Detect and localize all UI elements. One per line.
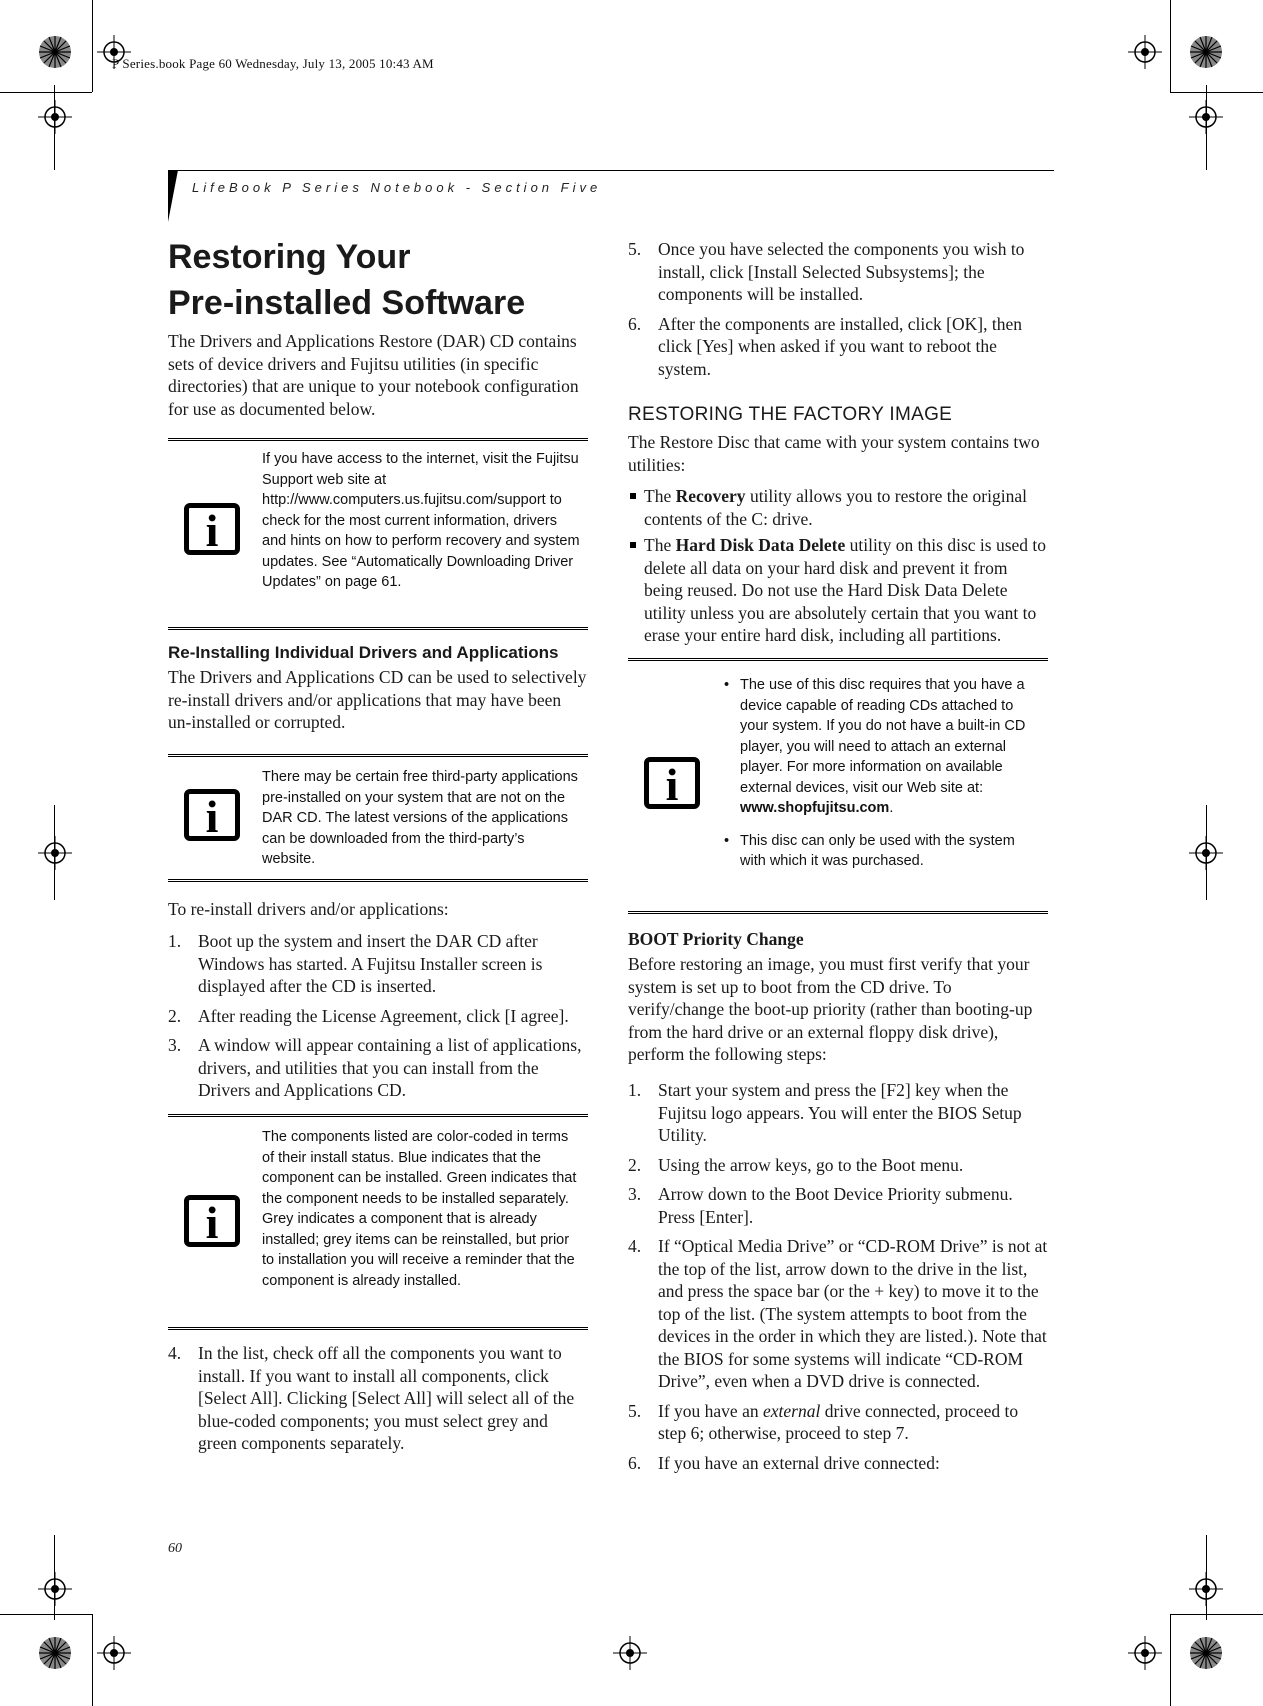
starburst-target-icon (1189, 35, 1223, 69)
list-item: 5. Once you have selected the components you wish to install, click [Install Selected Subsystems]; the components will be installed. (628, 239, 1025, 304)
note-box-internet (168, 438, 588, 630)
note-box-disc (628, 658, 1048, 914)
title-line-1: Restoring Your (168, 238, 411, 276)
list-item: 2. After reading the License Agreement, click [I agree]. (168, 1005, 569, 1026)
registration-mark-icon (1189, 1572, 1223, 1606)
header-tab-marker (168, 170, 178, 222)
starburst-target-icon (38, 35, 72, 69)
reinstall-steps (168, 930, 588, 1109)
note-text: There may be certain free third-party applications pre-installed on your system that are not on the DAR CD. The latest versions of the applications can be downloaded from the third-party’s website. (262, 769, 578, 867)
list-item: 5. If you have an external drive connected, proceed to step 6; otherwise, proceed to step 7. (628, 1400, 1019, 1443)
starburst-target-icon (38, 1636, 72, 1670)
running-head: LifeBook P Series Notebook - Section Five (192, 180, 602, 195)
list-item: 4. In the list, check off all the components you want to install. If you want to install all components, click [Select All]. Clicking [Select All] will select all of the blue-coded components; you must select grey and green components separately. (168, 1343, 575, 1453)
reinstall-heading: Re-Installing Individual Drivers and Applications (168, 643, 559, 662)
note-text: The components listed are color-coded in terms of their install status. Blue indicates that the component can be installed. Green indicates that the component needs to be installed separately. Grey indicates a component that is already installed; grey items can be reinstalled, but prior to installation you will receive a reminder that the component is already installed. (262, 1129, 577, 1289)
info-icon: i (184, 503, 240, 555)
page-number: 60 (168, 1541, 182, 1556)
list-item: 1. Boot up the system and insert the DAR CD after Windows has started. A Fujitsu Installer screen is displayed after the CD is inserted. (168, 931, 543, 996)
info-icon: i (184, 1195, 240, 1247)
registration-mark-icon (38, 836, 72, 870)
info-icon: i (644, 757, 700, 809)
shop-link[interactable]: www.shopfujitsu.com (740, 800, 890, 816)
boot-priority-heading: BOOT Priority Change (628, 929, 804, 949)
to-reinstall-lead: To re-install drivers and/or applications: (168, 899, 449, 919)
factory-image-heading: RESTORING THE FACTORY IMAGE (628, 404, 953, 425)
registration-mark-icon (1128, 35, 1162, 69)
list-item: • This disc can only be used with the system with which it was purchased. (722, 831, 1040, 872)
boot-steps (628, 1079, 1048, 1481)
reinstall-step-4 (168, 1342, 588, 1462)
page-title (168, 234, 588, 326)
list-item: • The use of this disc requires that you have a device capable of reading CDs attached to your system. If you do not have a built-in CD player, you will need to attach an external player. For more information on available external devices, visit our Web site at: www.shopfujitsu.com. (722, 675, 1040, 819)
starburst-target-icon (1189, 1636, 1223, 1670)
boot-priority-paragraph: Before restoring an image, you must first verify that your system is set up to boot from the CD drive. To verify/change the boot-up priority (rather than booting-up from the hard drive or an external floppy disk drive), perform the following steps: (628, 954, 1033, 1064)
registration-mark-icon (613, 1636, 647, 1670)
list-item: 6. After the components are installed, click [OK], then click [Yes] when asked if you want to reboot the system. (628, 313, 1022, 379)
factory-intro: The Restore Disc that came with your system contains two utilities: (628, 432, 1040, 475)
print-slug: P Series.book Page 60 Wednesday, July 13, 2005 10:43 AM (112, 56, 434, 71)
list-item: 4. If “Optical Media Drive” or “CD-ROM Drive” is not at the top of the list, arrow down to the drive in the list, and press the space bar (or the + key) to move it to the top of the list. (The system attempts to boot from the devices in the order in which they are listed.). Note that the BIOS for some systems will indicate “CD-ROM Drive”, even when a DVD drive is connected. (628, 1236, 1048, 1391)
list-item: 3. Arrow down to the Boot Device Priority submenu. Press [Enter]. (628, 1184, 1013, 1227)
note-text: If you have access to the internet, visit the Fujitsu Support web site at http://www.computers.us.fujitsu.com/support to check for the most current information, drivers and hints on how to perform recovery and system updates. See “Automatically Downloading Driver Updates” on page 61. (262, 451, 580, 590)
note-box-third-party (168, 754, 588, 882)
note-box-color-coded (168, 1114, 588, 1330)
list-item: The Recovery utility allows you to restore the original contents of the C: drive. (628, 485, 1048, 530)
note-bullets (722, 675, 1040, 884)
registration-mark-icon (38, 100, 72, 134)
list-item: 3. A window will appear containing a list of applications, drivers, and utilities that you can install from the Drivers and Applications CD. (168, 1035, 582, 1100)
intro-paragraph: The Drivers and Applications Restore (DAR) CD contains sets of device drivers and Fujitsu utilities (in specific directories) that are unique to your notebook configuration for use as documented below. (168, 331, 579, 419)
list-item: 6. If you have an external drive connected: (628, 1452, 940, 1473)
utilities-list (628, 485, 1048, 651)
list-item: 1. Start your system and press the [F2] key when the Fujitsu logo appears. You will enter the BIOS Setup Utility. (628, 1080, 1022, 1145)
registration-mark-icon (1189, 100, 1223, 134)
reinstall-paragraph: The Drivers and Applications CD can be used to selectively re-install drivers and/or applications that may have been un-installed or corrupted. (168, 667, 587, 732)
list-item: 2. Using the arrow keys, go to the Boot menu. (628, 1154, 964, 1175)
registration-mark-icon (97, 1636, 131, 1670)
registration-mark-icon (1189, 836, 1223, 870)
registration-mark-icon (38, 1572, 72, 1606)
registration-mark-icon (1128, 1636, 1162, 1670)
install-steps (628, 238, 1048, 387)
title-line-2: Pre-installed Software (168, 284, 526, 322)
header-rule (170, 170, 1054, 171)
info-icon: i (184, 789, 240, 841)
list-item: The Hard Disk Data Delete utility on this disc is used to delete all data on your hard disk and prevent it from being reused. Do not use the Hard Disk Data Delete utility unless you are absolutely certain that you want to erase your entire hard disk, including all partitions. (628, 534, 1048, 647)
